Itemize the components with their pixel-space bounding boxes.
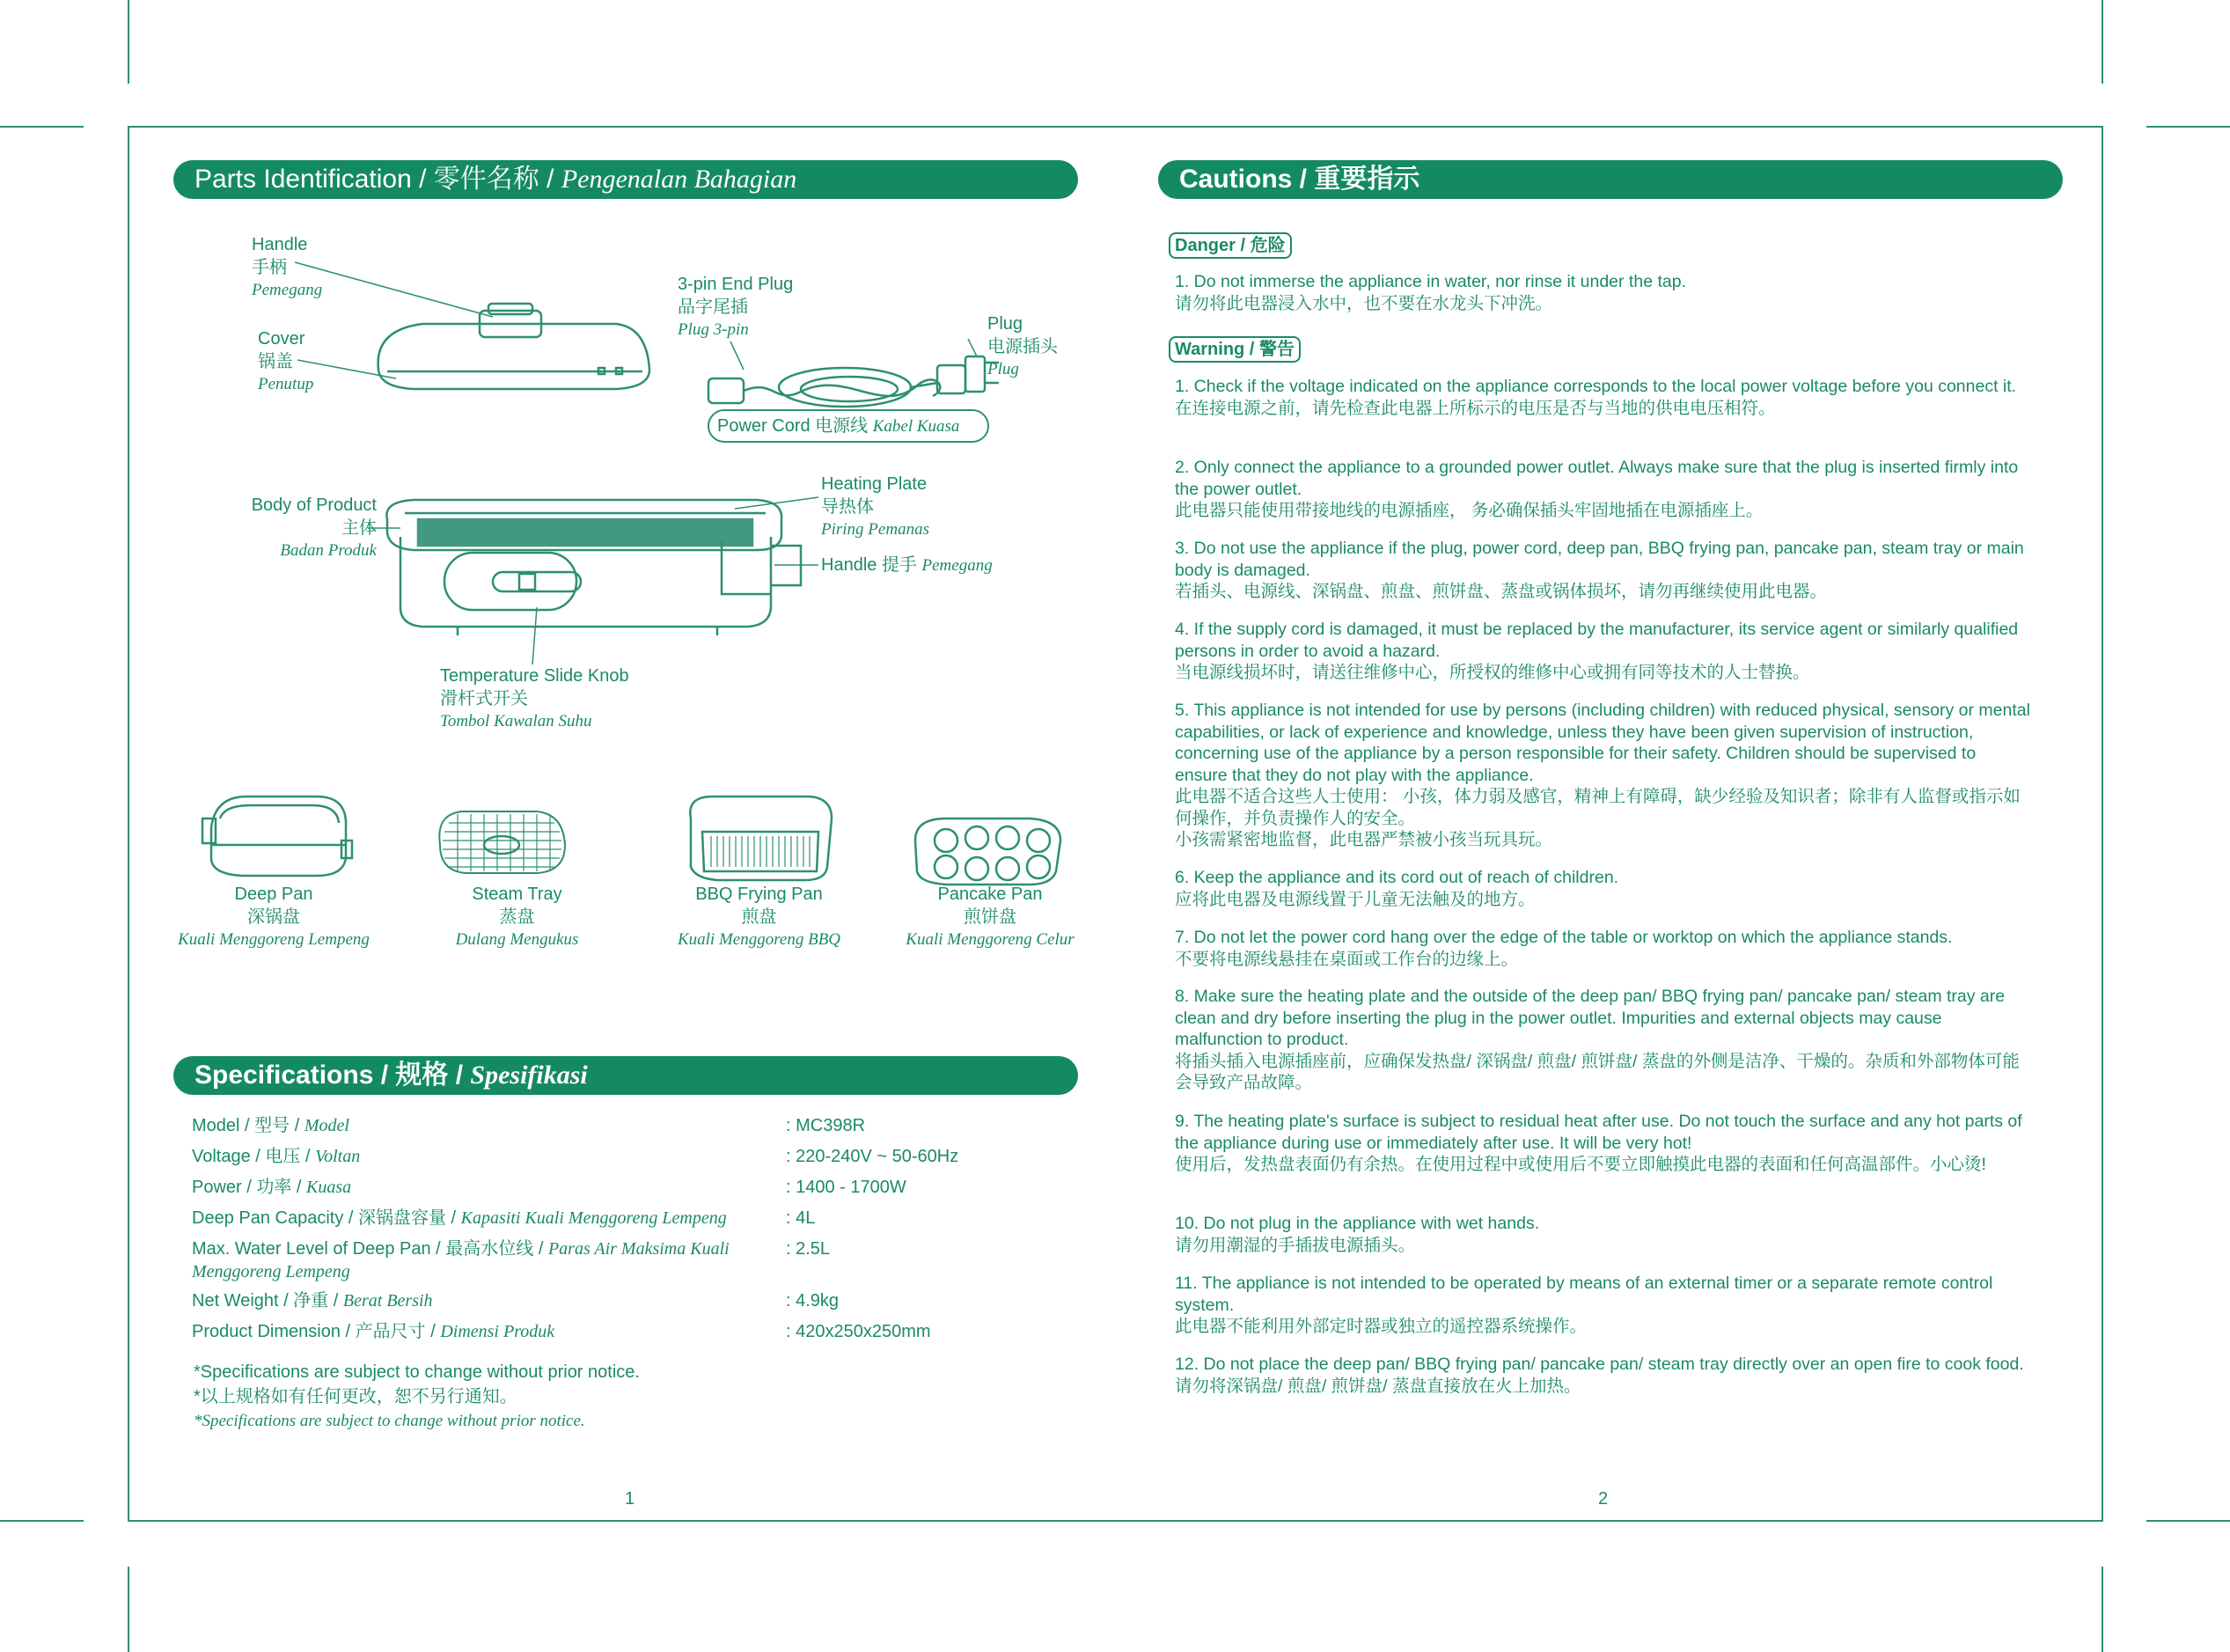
knob-label bbox=[440, 664, 629, 733]
caution-en: 2. Only connect the appliance to a grounded power outlet. Always make sure that the plug is inserted firmly into the power outlet. bbox=[1175, 458, 2019, 499]
caution-zh: 应将此电器及电源线置于儿童无法触及的地方。 bbox=[1175, 889, 1536, 909]
heating-plate-label-en: Heating Plate bbox=[821, 474, 928, 494]
heating-plate-label-ms: Piring Pemanas bbox=[821, 520, 929, 539]
caution-zh: 请勿将深锅盘/ 煎盘/ 煎饼盘/ 蒸盘直接放在火上加热。 bbox=[1175, 1376, 1581, 1396]
spec-label-ms: Berat Bersih bbox=[342, 1291, 433, 1311]
warning-item bbox=[1175, 538, 2033, 603]
spec-banner-ms: Spesifikasi bbox=[470, 1061, 588, 1090]
accessory-steam-tray bbox=[405, 883, 629, 951]
spec-label-ms: Paras Air Maksima Kuali bbox=[547, 1239, 730, 1259]
spec-row-weight bbox=[192, 1289, 1072, 1312]
danger-item bbox=[1175, 271, 2033, 314]
handle-label-zh: 手柄 bbox=[252, 258, 287, 277]
spec-note-zh: *以上规格如有任何更改，恕不另行通知。 bbox=[194, 1387, 517, 1406]
warning-item bbox=[1175, 700, 2033, 851]
page-number-right: 2 bbox=[1598, 1489, 1609, 1509]
spec-label-ms: Model bbox=[304, 1116, 349, 1135]
page-number-left: 1 bbox=[625, 1489, 635, 1509]
knob-label-ms: Tombol Kawalan Suhu bbox=[440, 712, 592, 731]
heating-plate-label-zh: 导热体 bbox=[821, 497, 874, 517]
caution-zh: 此电器不能利用外部定时器或独立的遥控器系统操作。 bbox=[1175, 1317, 1588, 1336]
end-plug-label-zh: 品字尾插 bbox=[678, 297, 748, 317]
caution-zh: 请勿用潮湿的手插拔电源插头。 bbox=[1175, 1235, 1416, 1255]
handle-side-label bbox=[821, 554, 993, 577]
warning-item bbox=[1175, 376, 2033, 419]
body-label-zh: 主体 bbox=[341, 518, 377, 538]
spec-label: Model / 型号 / bbox=[192, 1116, 304, 1135]
caution-en: 6. Keep the appliance and its cord out of reach of children. bbox=[1175, 868, 1619, 887]
spec-label-ms-cont: Menggoreng Lempeng bbox=[192, 1262, 350, 1281]
spec-value: : 4L bbox=[786, 1208, 816, 1228]
spec-label: Deep Pan Capacity / 深锅盘容量 / bbox=[192, 1208, 461, 1228]
caution-en: 10. Do not plug in the appliance with wet hands. bbox=[1175, 1214, 1540, 1233]
accessory-label-zh: 煎盘 bbox=[741, 907, 777, 927]
cautions-banner bbox=[1158, 160, 2063, 199]
spec-label-ms: Kuasa bbox=[306, 1178, 352, 1197]
caution-en: 1. Check if the voltage indicated on the appliance corresponds to the local power voltage before you connect it. bbox=[1175, 377, 2017, 396]
caution-en: 12. Do not place the deep pan/ BBQ frying pan/ pancake pan/ steam tray directly over an open fire to cook food. bbox=[1175, 1355, 2024, 1374]
power-cord-label-en: Power Cord 电源线 bbox=[717, 416, 873, 436]
caution-zh: 此电器不适合这些人士使用： 小孩，体力弱及感官，精神上有障碍，缺少经验及知识者；除非有人监督或指示如何操作，并负责操作人的安全。 bbox=[1175, 787, 2021, 828]
end-plug-label-ms: Plug 3-pin bbox=[678, 320, 749, 339]
caution-zh: 此电器只能使用带接地线的电源插座， 务必确保插头牢固地插在电源插座上。 bbox=[1175, 501, 1764, 520]
spec-note-en: *Specifications are subject to change without prior notice. bbox=[194, 1362, 640, 1382]
handle-side-label-ms: Pemegang bbox=[921, 556, 993, 575]
caution-en: 9. The heating plate's surface is subject to residual heat after use. Do not touch the surface and any hot parts of the appliance during use or immediately after use. It will be very hot! bbox=[1175, 1112, 2022, 1153]
handle-label bbox=[252, 233, 322, 302]
accessory-label-zh: 煎饼盘 bbox=[964, 907, 1016, 927]
accessory-label-ms: Kuali Menggoreng Celur bbox=[906, 930, 1075, 949]
handle-label-en: Handle bbox=[252, 235, 308, 254]
spec-row-voltage bbox=[192, 1145, 1072, 1168]
caution-en: 3. Do not use the appliance if the plug, power cord, deep pan, BBQ frying pan, pancake pan, steam tray or main body is damaged. bbox=[1175, 539, 2024, 580]
parts-banner-ms: Pengenalan Bahagian bbox=[561, 165, 797, 194]
spec-note-ms: *Specifications are subject to change without prior notice. bbox=[194, 1412, 585, 1430]
spec-value: : 220-240V ~ 50-60Hz bbox=[786, 1147, 959, 1166]
accessory-deep-pan bbox=[155, 883, 392, 951]
body-label-en: Body of Product bbox=[251, 496, 377, 515]
caution-zh: 将插头插入电源插座前，应确保发热盘/ 深锅盘/ 煎盘/ 煎饼盘/ 蒸盘的外侧是洁净、干燥的。杂质和外部物体可能会导致产品故障。 bbox=[1175, 1051, 2020, 1092]
accessory-bbq-pan bbox=[647, 883, 871, 951]
spec-row-dimension bbox=[192, 1320, 1072, 1343]
plug-label-zh: 电源插头 bbox=[987, 337, 1058, 356]
accessory-label-en: BBQ Frying Pan bbox=[695, 885, 823, 904]
accessory-label-zh: 蒸盘 bbox=[499, 907, 535, 927]
spec-label-ms: Kapasiti Kuali Menggoreng Lempeng bbox=[460, 1208, 727, 1228]
cover-label-ms: Penutup bbox=[258, 375, 314, 393]
warning-item bbox=[1175, 1213, 2033, 1256]
spec-banner-en: Specifications / 规格 / bbox=[194, 1061, 471, 1090]
caution-en: 7. Do not let the power cord hang over the edge of the table or worktop on which the appliance stands. bbox=[1175, 928, 1953, 947]
power-cord-label-ms: Kabel Kuasa bbox=[872, 417, 960, 436]
cautions-banner-title: Cautions / 重要指示 bbox=[1179, 165, 1420, 194]
caution-zh: 在连接电源之前，请先检查此电器上所标示的电压是否与当地的供电电压相符。 bbox=[1175, 398, 1776, 418]
spec-label-ms: Voltan bbox=[315, 1147, 361, 1166]
specifications-banner bbox=[173, 1056, 1078, 1095]
knob-label-zh: 滑杆式开关 bbox=[440, 689, 528, 709]
warning-item bbox=[1175, 457, 2033, 522]
caution-zh: 小孩需紧密地监督，此电器严禁被小孩当玩具玩。 bbox=[1175, 830, 1553, 849]
caution-en: 5. This appliance is not intended for use by persons (including children) with reduced physical, sensory or mental capabilities, or lack of experience and knowledge, unless they have been given supervision of instruction, concerning use of the appliance by a person responsible for their safety. Children should be supervised to ensure that they do not play with the appliance. bbox=[1175, 701, 2030, 785]
spec-label: Voltage / 电压 / bbox=[192, 1147, 316, 1166]
heating-plate-label bbox=[821, 473, 929, 541]
body-label bbox=[211, 494, 377, 562]
spec-row-water-level bbox=[192, 1237, 1072, 1283]
warning-item bbox=[1175, 1111, 2033, 1176]
plug-label bbox=[987, 312, 1058, 381]
warning-item bbox=[1175, 867, 2033, 910]
caution-zh: 若插头、电源线、深锅盘、煎盘、煎饼盘、蒸盘或锅体损坏，请勿再继续使用此电器。 bbox=[1175, 582, 1828, 601]
warning-item bbox=[1175, 1354, 2033, 1397]
warning-item bbox=[1175, 927, 2033, 970]
cover-label bbox=[258, 327, 313, 396]
spec-value: : 420x250x250mm bbox=[786, 1322, 931, 1341]
spec-label: Max. Water Level of Deep Pan / 最高水位线 / bbox=[192, 1239, 548, 1259]
caution-zh: 使用后，发热盘表面仍有余热。在使用过程中或使用后不要立即触摸此电器的表面和任何高温部件。小心烫! bbox=[1175, 1155, 1986, 1174]
knob-label-en: Temperature Slide Knob bbox=[440, 666, 629, 686]
caution-en: 4. If the supply cord is damaged, it must be replaced by the manufacturer, its service agent or similarly qualified persons in order to avoid a hazard. bbox=[1175, 620, 2019, 661]
accessory-label-en: Steam Tray bbox=[472, 885, 562, 904]
end-plug-label bbox=[678, 273, 793, 341]
spec-row-power bbox=[192, 1176, 1072, 1199]
caution-zh: 当电源线损坏时，请送往维修中心，所授权的维修中心或拥有同等技术的人士替换。 bbox=[1175, 663, 1810, 682]
accessory-label-ms: Kuali Menggoreng Lempeng bbox=[178, 930, 370, 949]
cover-label-en: Cover bbox=[258, 329, 305, 349]
accessory-label-en: Deep Pan bbox=[234, 885, 313, 904]
warning-tag: Warning / 警告 bbox=[1169, 336, 1301, 363]
handle-side-label-en: Handle 提手 bbox=[821, 555, 922, 575]
warning-item bbox=[1175, 986, 2033, 1094]
spec-label-ms: Dimensi Produk bbox=[440, 1322, 555, 1341]
spec-value: : 2.5L bbox=[786, 1239, 831, 1259]
body-label-ms: Badan Produk bbox=[280, 541, 377, 560]
spec-label: Product Dimension / 产品尺寸 / bbox=[192, 1322, 441, 1341]
danger-tag: Danger / 危险 bbox=[1169, 232, 1292, 259]
plug-label-en: Plug bbox=[987, 314, 1023, 334]
caution-en: 1. Do not immerse the appliance in water, nor rinse it under the tap. bbox=[1175, 272, 1686, 291]
caution-en: 11. The appliance is not intended to be operated by means of an external timer or a separate remote control system. bbox=[1175, 1274, 1993, 1315]
spec-row-capacity bbox=[192, 1207, 1072, 1230]
spec-row-model bbox=[192, 1114, 1072, 1137]
accessory-label-en: Pancake Pan bbox=[937, 885, 1043, 904]
accessory-label-ms: Dulang Mengukus bbox=[455, 930, 579, 949]
handle-label-ms: Pemegang bbox=[252, 281, 323, 299]
accessory-pancake-pan bbox=[880, 883, 1100, 951]
spec-value: : 4.9kg bbox=[786, 1291, 840, 1311]
plug-label-ms: Plug bbox=[987, 360, 1019, 378]
cover-label-zh: 锅盖 bbox=[258, 352, 293, 371]
spec-value: : MC398R bbox=[786, 1116, 866, 1135]
power-cord-label bbox=[717, 415, 959, 438]
caution-zh: 不要将电源线悬挂在桌面或工作台的边缘上。 bbox=[1175, 949, 1519, 969]
accessory-label-zh: 深锅盘 bbox=[247, 907, 300, 927]
caution-en: 8. Make sure the heating plate and the outside of the deep pan/ BBQ frying pan/ pancake pan/ steam tray are clean and dry before inserting the plug in the power outlet. Impurities and external objects may cause malfunction to product. bbox=[1175, 987, 2006, 1049]
spec-label: Power / 功率 / bbox=[192, 1178, 307, 1197]
spec-note bbox=[194, 1360, 640, 1434]
spec-label: Net Weight / 净重 / bbox=[192, 1291, 343, 1311]
caution-zh: 请勿将此电器浸入水中，也不要在水龙头下冲洗。 bbox=[1175, 293, 1553, 313]
parts-banner-en: Parts Identification / 零件名称 / bbox=[194, 165, 561, 194]
accessory-label-ms: Kuali Menggoreng BBQ bbox=[677, 930, 841, 949]
warning-item bbox=[1175, 1273, 2033, 1338]
end-plug-label-en: 3-pin End Plug bbox=[678, 275, 794, 294]
spec-value: : 1400 - 1700W bbox=[786, 1178, 906, 1197]
warning-item bbox=[1175, 619, 2033, 684]
